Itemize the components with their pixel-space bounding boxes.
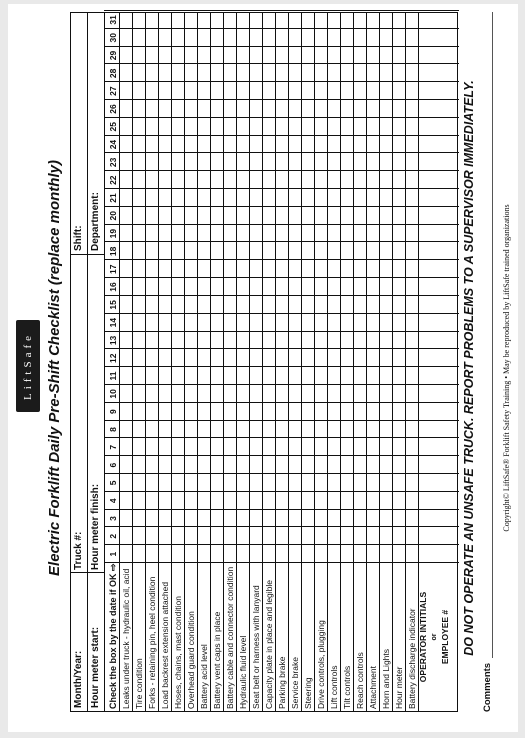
day-column-divider	[104, 259, 459, 260]
inspection-item-label: Battery discharge indicator	[407, 608, 417, 709]
day-number: 5	[108, 480, 118, 486]
day-number: 29	[108, 50, 118, 61]
day-number: 31	[108, 15, 118, 25]
day-number: 3	[108, 516, 118, 521]
day-number: 4	[108, 498, 118, 504]
day-column-divider	[104, 544, 459, 545]
header-divider	[71, 572, 104, 573]
day-column-divider	[104, 455, 459, 456]
department-label: Department:	[90, 192, 101, 251]
safety-warning-banner: DO NOT OPERATE AN UNSAFE TRUCK. REPORT PROBLEMS TO A SUPERVISOR IMMEDIATELY.	[462, 80, 476, 656]
check-instruction	[108, 563, 118, 709]
inspection-item-label: Reach controls	[355, 652, 365, 709]
day-number: 9	[108, 409, 118, 415]
inspection-item-label: Drive controls, plugging	[316, 620, 326, 709]
day-column-divider	[104, 46, 459, 47]
day-column-divider	[104, 63, 459, 64]
employee-number-label: EMPLOYEE #	[440, 609, 450, 665]
inspection-item-label: Load backrest extension attached	[160, 581, 170, 709]
inspection-item-label: Lift controls	[329, 665, 339, 709]
day-column-divider	[104, 491, 459, 492]
day-column-divider	[104, 437, 459, 438]
liftsafe-logo: LiftSafe	[16, 320, 40, 412]
day-column-divider	[104, 10, 459, 11]
day-column-divider	[104, 366, 459, 367]
day-column-divider	[104, 562, 459, 563]
inspection-item-label: Tire condition	[134, 658, 144, 709]
day-number: 10	[108, 389, 118, 399]
inspection-item-label: Service brake	[290, 657, 300, 709]
day-number: 11	[108, 371, 118, 381]
operator-or-label: or	[431, 633, 438, 641]
day-column-divider	[104, 152, 459, 153]
inspection-item-label: Forks - retaining pin, heel condition	[147, 576, 157, 709]
day-column-divider	[104, 188, 459, 189]
day-column-divider	[104, 28, 459, 29]
day-column-divider	[104, 295, 459, 296]
inspection-item-label: Steering	[303, 677, 313, 709]
inspection-item-label: Capacity plate in place and legible	[264, 579, 274, 709]
inspection-item-label: Tilt controls	[342, 665, 352, 709]
inspection-item-label: Seat belt or harness with lanyard	[251, 585, 261, 709]
day-number: 16	[108, 282, 118, 292]
day-number: 28	[108, 68, 118, 79]
truck-number-label: Truck #:	[73, 531, 84, 570]
hour-meter-finish-label: Hour meter finish:	[90, 483, 101, 570]
header-divider	[71, 254, 104, 255]
day-number: 13	[108, 335, 118, 346]
day-column-divider	[104, 206, 459, 207]
day-number: 24	[108, 139, 118, 150]
day-number: 23	[108, 157, 118, 168]
checklist-page	[8, 4, 518, 732]
day-number: 27	[108, 86, 118, 96]
day-number: 7	[108, 444, 118, 450]
inspection-item-label: Hour meter	[394, 666, 404, 709]
checklist-grid	[70, 12, 458, 712]
hour-meter-start-label: Hour meter start:	[90, 626, 101, 708]
day-column-divider	[104, 277, 459, 278]
day-number: 22	[108, 175, 118, 185]
inspection-item-label: Hydraulic fluid level	[238, 635, 248, 709]
day-column-divider	[104, 170, 459, 171]
day-number: 14	[108, 317, 118, 328]
day-column-divider	[104, 526, 459, 527]
day-number: 17	[108, 264, 118, 274]
rotated-form	[8, 4, 518, 732]
day-number: 25	[108, 122, 118, 132]
month-year-label: Month/Year:	[73, 650, 84, 708]
day-column-divider	[104, 509, 459, 510]
day-number: 30	[108, 33, 118, 43]
day-column-divider	[104, 313, 459, 314]
day-column-divider	[104, 99, 459, 100]
day-number: 20	[108, 211, 118, 221]
copyright-notice: Copyright© LiftSafe® Forklift Safety Training • May be reproduced by LiftSafe trained organizations	[502, 204, 511, 532]
day-column-divider	[104, 348, 459, 349]
day-number: 1	[108, 551, 118, 557]
day-column-divider	[104, 331, 459, 332]
day-number: 19	[108, 228, 118, 239]
inspection-item-label: Hoses, chains, mast condition	[173, 596, 183, 709]
inspection-item-label: Battery cable and connector condition	[225, 566, 235, 709]
day-column-divider	[104, 135, 459, 136]
day-column-divider	[104, 402, 459, 403]
inspection-item-label: Horn and Lights	[381, 648, 391, 709]
comments-label: Comments	[482, 662, 493, 712]
day-number: 6	[108, 462, 118, 468]
operator-initials-row	[412, 563, 457, 711]
day-column-divider	[104, 81, 459, 82]
comments-line	[492, 12, 493, 658]
day-column-divider	[104, 117, 459, 118]
day-column-divider	[104, 420, 459, 421]
inspection-item-label: Leaks under truck - hydraulic oil, acid	[121, 568, 131, 709]
day-number: 15	[108, 300, 118, 310]
inspection-item-label: Attachment	[368, 666, 378, 709]
day-number: 26	[108, 104, 118, 114]
day-number: 21	[108, 193, 118, 203]
day-number: 18	[108, 246, 118, 257]
day-column-divider	[104, 384, 459, 385]
right-arrow-icon: ⇨	[108, 563, 118, 571]
day-number: 2	[108, 533, 118, 539]
shift-label: Shift:	[73, 225, 84, 251]
header-divider	[87, 13, 88, 711]
day-number: 8	[108, 427, 118, 432]
day-number: 12	[108, 353, 118, 363]
check-instruction-text: Check the box by the date if OK	[108, 573, 118, 709]
day-column-divider	[104, 224, 459, 225]
day-column-divider	[104, 241, 459, 242]
inspection-item-label: Battery acid level	[199, 644, 209, 709]
day-column-divider	[104, 473, 459, 474]
inspection-item-label: Parking brake	[277, 656, 287, 709]
operator-initials-label: OPERATOR INTITIALS	[418, 591, 428, 683]
inspection-item-label: Battery vent caps in place	[212, 611, 222, 709]
inspection-item-label: Overhead guard condition	[186, 611, 196, 709]
form-title: Electric Forklift Daily Pre-Shift Checklist (replace monthly)	[46, 160, 63, 576]
